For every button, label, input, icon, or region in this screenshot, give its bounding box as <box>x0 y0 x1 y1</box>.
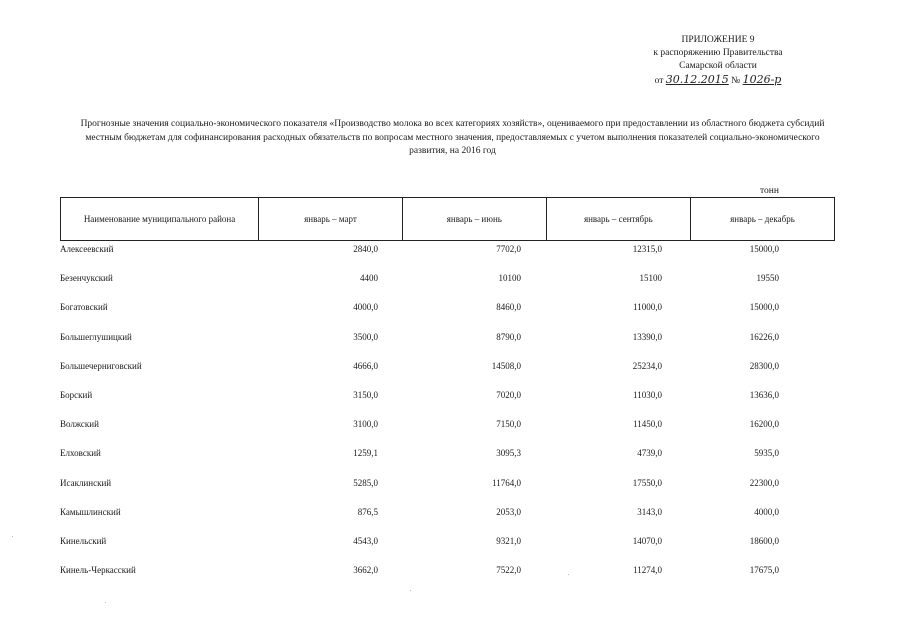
annex-title: ПРИЛОЖЕНИЕ 9 <box>681 35 755 45</box>
value-h1: 7702,0 <box>496 244 521 254</box>
value-9m: 11274,0 <box>633 565 662 576</box>
table-row <box>60 388 835 417</box>
table-row <box>60 476 835 505</box>
value-9m: 13390,0 <box>632 331 662 342</box>
handwritten-date: 30.12.2015 <box>665 73 729 86</box>
table-body <box>60 242 835 592</box>
value-q1: 4000,0 <box>353 302 378 313</box>
district-name: Алексеевский <box>60 244 114 254</box>
handwritten-number: 1026-р <box>742 73 782 86</box>
value-9m: 11030,0 <box>633 389 662 400</box>
value-year: 4000,0 <box>754 506 779 517</box>
value-h1: 11764,0 <box>492 477 521 488</box>
value-year: 15000,0 <box>749 244 779 254</box>
table-header <box>60 197 835 241</box>
value-q1: 3100,0 <box>353 419 378 430</box>
value-9m: 4739,0 <box>637 448 662 459</box>
document-title: Прогнозные значения социально-экономического показателя «Производство молока во всех категориях хозяйств», оцениваемого при предоставлении из областного бюджета субсидий местным бюджетам для софинансирования расходных обязательств по вопросам местного значения, предоставляемых с учетом выполнения показателей социально-экономического развития, на 2016 год <box>80 119 825 156</box>
district-name: Кинель-Черкасский <box>60 565 136 576</box>
annex-block <box>613 34 823 88</box>
table-row <box>60 563 835 592</box>
value-q1: 5285,0 <box>353 477 378 488</box>
table-row <box>60 505 835 534</box>
annex-date-line <box>613 73 823 88</box>
annex-line-region: Самарской области <box>679 61 757 71</box>
value-q1: 876,5 <box>357 506 378 517</box>
value-year: 19550 <box>756 273 779 284</box>
scan-speck <box>105 602 106 603</box>
district-name: Большеглушицкий <box>60 331 132 342</box>
value-q1: 1259,1 <box>353 448 378 459</box>
value-year: 16226,0 <box>749 331 779 342</box>
table-row <box>60 271 835 300</box>
district-name: Исаклинский <box>60 477 112 488</box>
value-h1: 7522,0 <box>496 565 521 576</box>
value-year: 18600,0 <box>749 535 779 546</box>
value-h1: 8790,0 <box>496 331 521 342</box>
value-year: 15000,0 <box>749 302 779 313</box>
value-year: 5935,0 <box>754 448 779 459</box>
header-year: январь – декабрь <box>690 198 834 241</box>
header-9m: январь – сентябрь <box>546 198 690 241</box>
value-h1: 8460,0 <box>496 302 521 313</box>
value-h1: 9321,0 <box>496 535 521 546</box>
scan-speck <box>12 536 13 537</box>
value-h1: 7150,0 <box>496 419 521 430</box>
value-h1: 2053,0 <box>496 506 521 517</box>
value-q1: 4666,0 <box>353 360 378 371</box>
header-row <box>61 198 835 241</box>
header-district: Наименование муниципального района <box>61 198 259 241</box>
value-9m: 12315,0 <box>632 244 662 254</box>
scan-speck <box>568 574 569 575</box>
table-row <box>60 534 835 563</box>
table-row <box>60 417 835 446</box>
value-9m: 14070,0 <box>632 535 662 546</box>
district-name: Кинельский <box>60 535 107 546</box>
value-9m: 3143,0 <box>637 506 662 517</box>
value-h1: 10100 <box>498 273 521 284</box>
units-label: тонн <box>760 186 779 196</box>
value-9m: 17550,0 <box>632 477 662 488</box>
value-year: 13636,0 <box>749 389 779 400</box>
district-name: Безенчукский <box>60 273 113 284</box>
table-row <box>60 359 835 388</box>
table-row <box>60 242 835 271</box>
scan-speck <box>410 590 411 591</box>
district-name: Волжский <box>60 419 99 430</box>
value-year: 17675,0 <box>749 565 779 576</box>
value-q1: 2840,0 <box>353 244 378 254</box>
district-name: Богатовский <box>60 302 108 313</box>
value-q1: 4400 <box>360 273 378 284</box>
value-9m: 15100 <box>639 273 662 284</box>
date-prefix: от <box>654 76 664 86</box>
district-name: Камышлинский <box>60 506 121 517</box>
value-9m: 11000,0 <box>633 302 662 313</box>
value-q1: 4543,0 <box>353 535 378 546</box>
value-year: 16200,0 <box>749 419 779 430</box>
number-prefix: № <box>731 76 741 86</box>
value-9m: 25234,0 <box>632 360 662 371</box>
value-h1: 7020,0 <box>496 389 521 400</box>
table-row <box>60 300 835 329</box>
value-9m: 11450,0 <box>633 419 662 430</box>
header-q1: январь – март <box>259 198 403 241</box>
district-name: Борский <box>60 389 93 400</box>
value-q1: 3662,0 <box>353 565 378 576</box>
district-name: Большечерниговский <box>60 360 142 371</box>
value-q1: 3500,0 <box>353 331 378 342</box>
value-q1: 3150,0 <box>353 389 378 400</box>
value-h1: 14508,0 <box>491 360 521 371</box>
value-year: 28300,0 <box>749 360 779 371</box>
table-row <box>60 446 835 475</box>
value-h1: 3095,3 <box>496 448 521 459</box>
value-year: 22300,0 <box>749 477 779 488</box>
district-name: Елховский <box>60 448 101 459</box>
annex-line-order: к распоряжению Правительства <box>653 48 783 58</box>
table-row <box>60 330 835 359</box>
header-h1: январь – июнь <box>402 198 546 241</box>
